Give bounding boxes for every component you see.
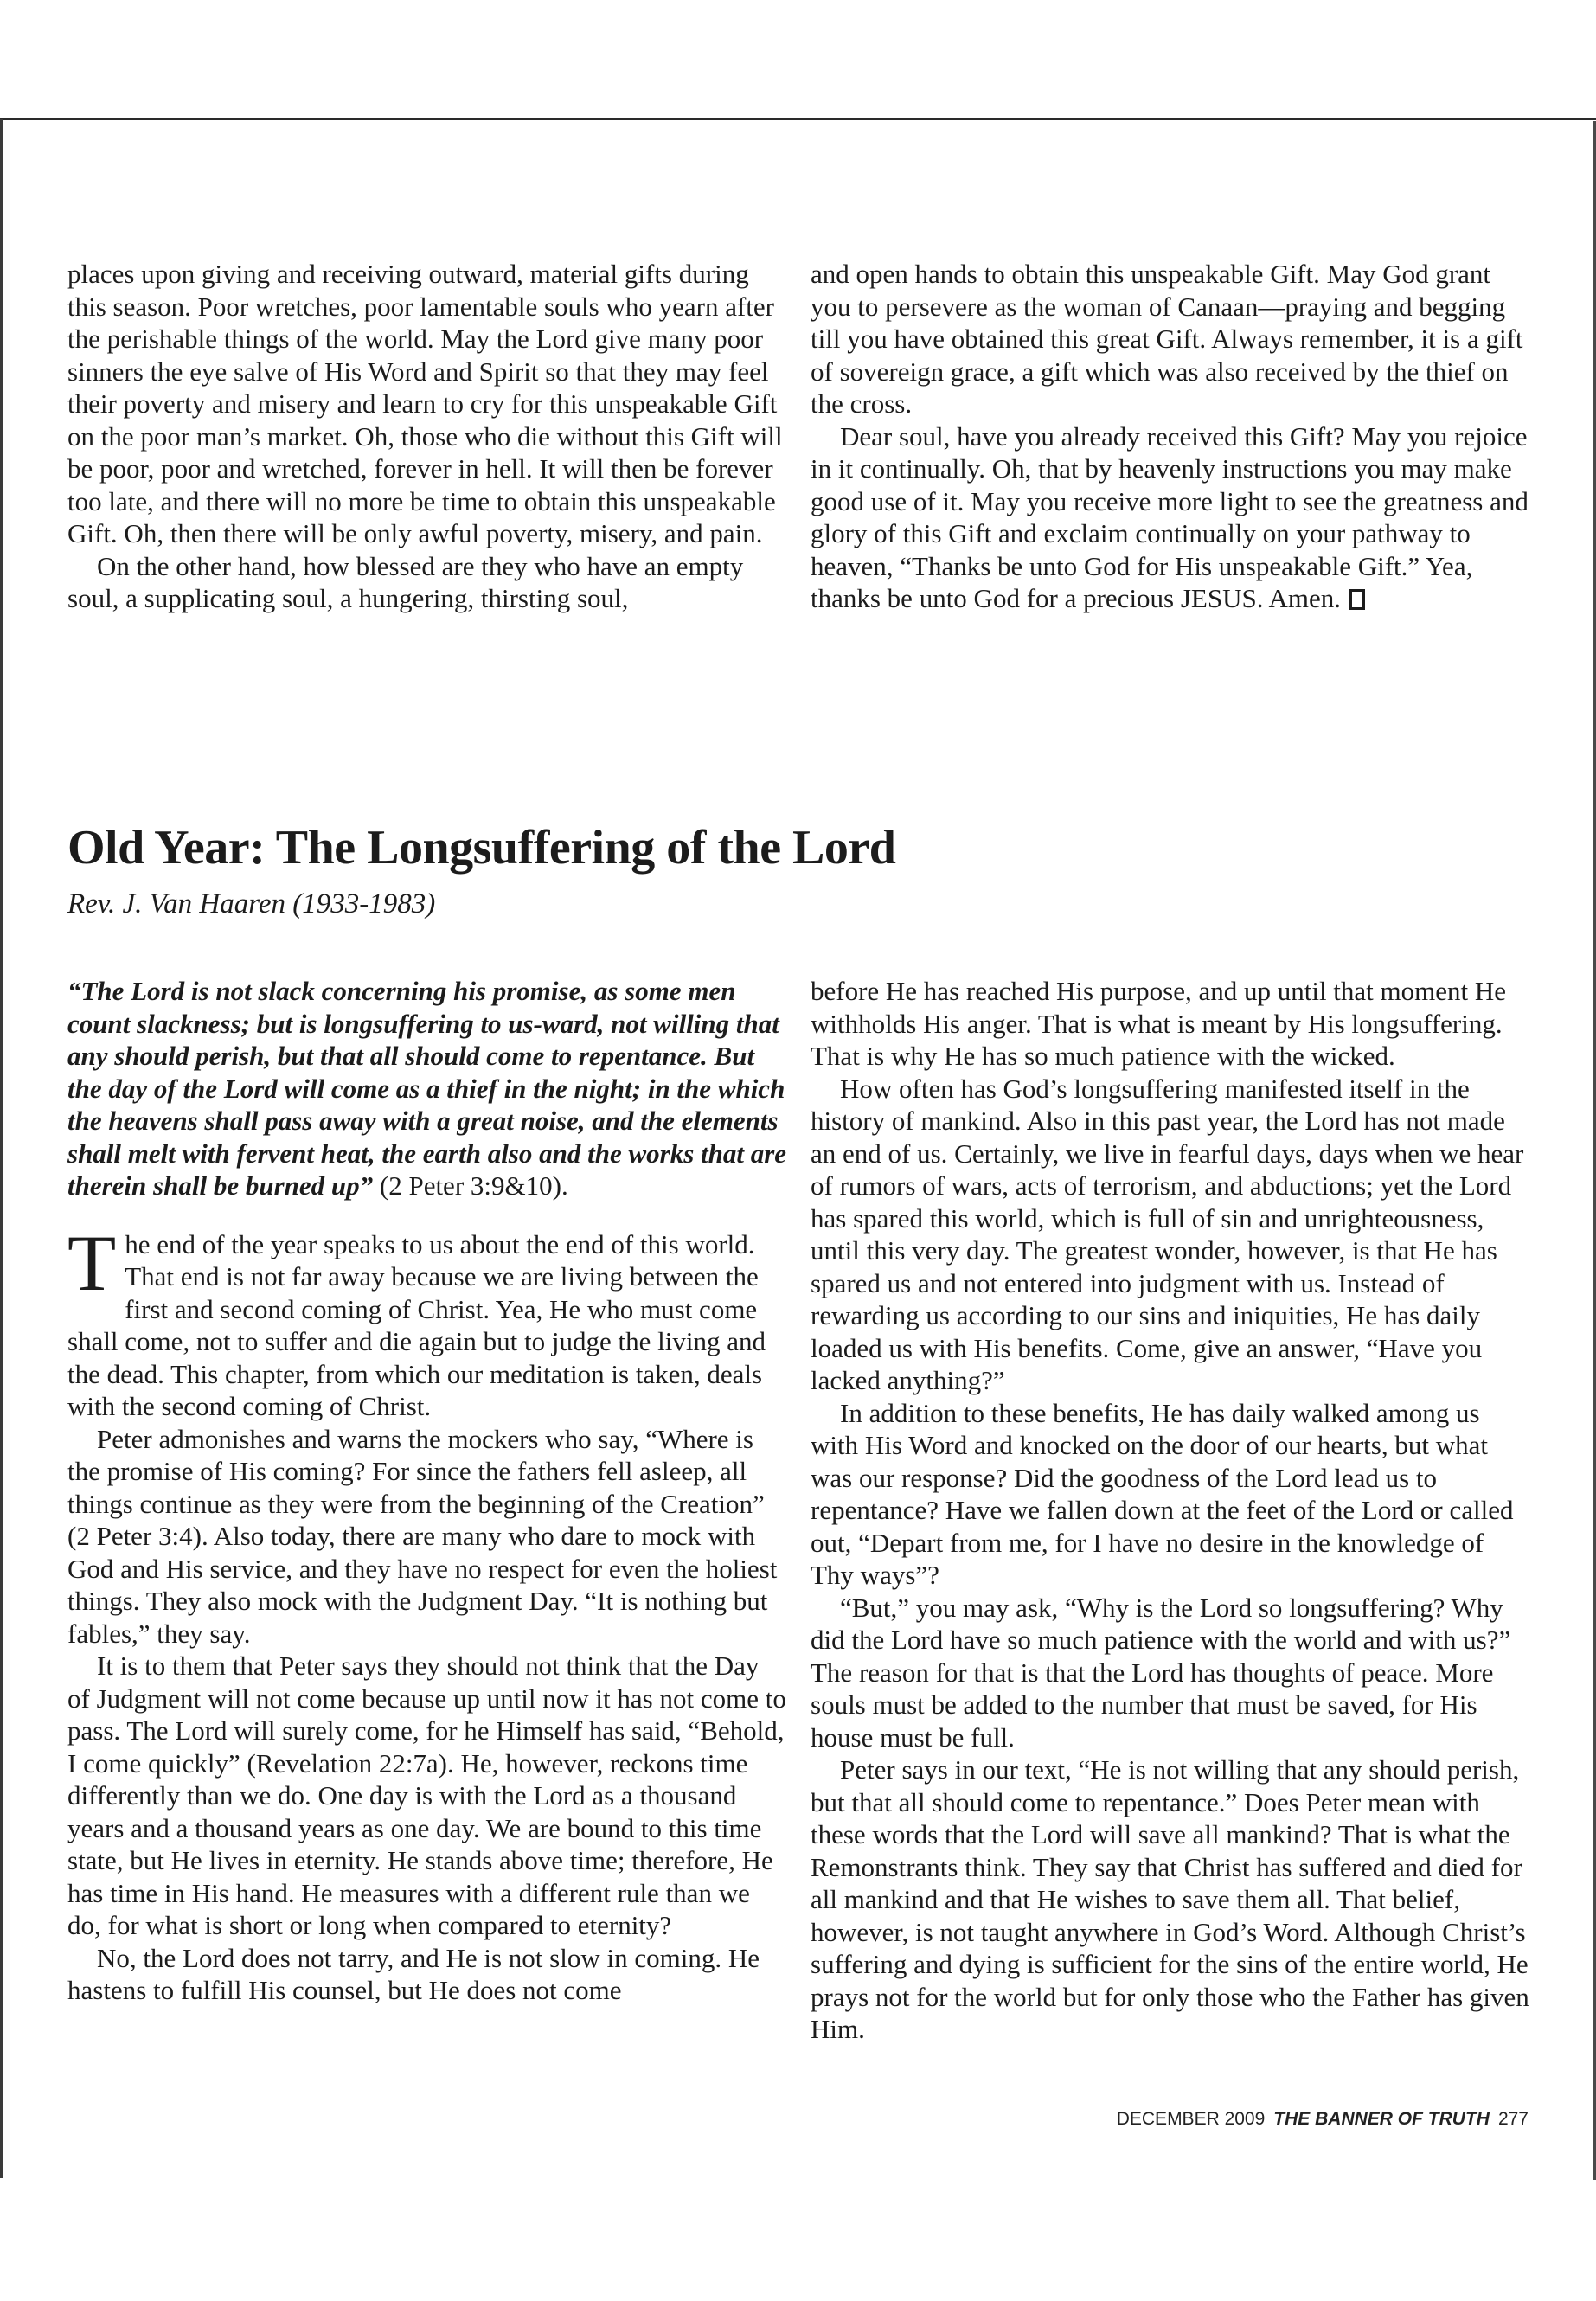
continued-paragraph: places upon giving and receiving outward, material gifts during this season. Poor wretches, poor lamentable souls who yearn after the perishable things of the world. May the Lord give many poor sinners the eye salve of His Word and Spirit so that they may feel their poverty and misery and learn to cry for this unspeakable Gift on the poor man’s market. Oh, those who die without this Gift will be poor, poor and wretched, forever in hell. It will then be forever too late, and there will no more be time to obtain this unspeakable Gift. Oh, then there will be only awful poverty, misery, and pain.: [67, 259, 783, 548]
article-title: Old Year: The Longsuffering of the Lord: [67, 821, 896, 875]
opening-paragraph-text: he end of the year speaks to us about the end of this world. That end is not far away because we are living between the first and second coming of Christ. Yea, He who must come shall come, not to suffer and die again but to judge the living and the dead. This chapter, from which our meditation is taken, deals with the second coming of Christ.: [67, 1228, 766, 1421]
article-byline: Rev. J. Van Haaren (1933-1983): [67, 888, 436, 920]
continued-left-column: [67, 258, 787, 615]
article-paragraph: Peter admonishes and warns the mockers who say, “Where is the promise of His coming? For since the fathers fell asleep, all things continue as they were from the beginning of the Creation” (2 Peter 3:4). Also today, there are many who dare to mock with God and His service, and they have no respect for even the holiest things. They also mock with the Judgment Day. “It is nothing but fables,” they say.: [67, 1423, 778, 1649]
top-rule: [0, 118, 1596, 120]
footer-publication: THE BANNER OF TRUTH: [1273, 2109, 1490, 2129]
article-paragraph: How often has God’s longsuffering manifested itself in the history of mankind. Also in this past year, the Lord has not made an end of us. Certainly, we live in fearful days, days when we hear of rumors of wars, acts of terrorism, and abductions; yet the Lord has spared this world, which is full of sin and unrighteousness, until this very day. The greatest wonder, however, is that He has spared us and not entered into judgment with us. Instead of rewarding us according to our sins and iniquities, He has daily loaded us with His benefits. Come, give an answer, “Have you lacked anything?”: [811, 1073, 1524, 1395]
footer-date: DECEMBER 2009: [1116, 2109, 1266, 2129]
continued-paragraph: On the other hand, how blessed are they who have an empty soul, a supplicating soul, a hungering, thirsting soul,: [67, 550, 744, 613]
end-mark-icon: [1349, 589, 1365, 610]
continued-paragraph: [811, 420, 1530, 615]
opening-paragraph: [67, 1218, 787, 1423]
scripture-quote: [67, 975, 787, 1202]
article-paragraph: “But,” you may ask, “Why is the Lord so longsuffering? Why did the Lord have so much patience with the world and with us?” The reason for that is that the Lord has thoughts of peace. More souls must be added to the number that must be saved, for His house must be full.: [811, 1592, 1511, 1753]
article-paragraph: It is to them that Peter says they should not think that the Day of Judgment will not come because up until now it has not come to pass. The Lord will surely come, for he Himself has said, “Behold, I come quickly” (Revelation 22:7a). He, however, reckons time differently than we do. One day is with the Lord as a thousand years and a thousand years as one day. We are bound to this time state, but He lives in eternity. He stands above time; therefore, He has time in His hand. He measures with a different rule than we do, for what is short or long when compared to eternity?: [67, 1650, 786, 1940]
article-left-column: [67, 975, 787, 2007]
left-page-edge: [0, 119, 3, 2178]
article-right-column: [811, 975, 1530, 2046]
continued-paragraph: and open hands to obtain this unspeakable Gift. May God grant you to persevere as the woman of Canaan—praying and begging till you have obtained this great Gift. Always remember, it is a gift of sovereign grace, a gift which was also received by the thief on the cross.: [811, 259, 1523, 419]
article-paragraph: before He has reached His purpose, and up until that moment He withholds His anger. That is what is meant by His longsuffering. That is why He has so much patience with the wicked.: [811, 976, 1507, 1071]
scripture-reference: (2 Peter 3:9&10).: [373, 1170, 568, 1201]
page-footer: [1117, 2109, 1529, 2130]
page-number: 277: [1497, 2109, 1529, 2129]
drop-cap: T: [67, 1218, 117, 1307]
article-paragraph: Peter says in our text, “He is not willing that any should perish, but that all should come to repentance.” Does Peter mean with these words that the Lord will save all mankind? That is what the Remonstrants think. They say that Christ has suffered and died for all mankind and that He wishes to save them all. That belief, however, is not taught anywhere in God’s Word. Although Christ’s suffering and dying is sufficient for the sins of the entire world, He prays not for the world but for only those who the Father has given Him.: [811, 1754, 1529, 2044]
closing-text: Dear soul, have you already received this Gift? May you rejoice in it continually. Oh, that by heavenly instructions you may make good use of it. May you receive more light to see the greatness and glory of this Gift and exclaim continually on your pathway to heaven, “Thanks be unto God for His unspeakable Gift.” Yea, thanks be unto God for a precious JESUS. Amen.: [811, 420, 1529, 613]
scripture-text: “The Lord is not slack concerning his promise, as some men count slackness; but is longsuffering to us-ward, not willing that any should perish, but that all should come to repentance. But the day of the Lord will come as a thief in the night; in the which the heavens shall pass away with a great noise, and the elements shall melt with fervent heat, the earth also and the works that are therein shall be burned up”: [67, 976, 787, 1201]
article-paragraph: No, the Lord does not tarry, and He is not slow in coming. He hastens to fulfill His counsel, but He does not come: [67, 1942, 760, 2005]
article-paragraph: In addition to these benefits, He has daily walked among us with His Word and knocked on the door of our hearts, but what was our response? Did the goodness of the Lord lead us to repentance? Have we fallen down at the feet of the Lord or called out, “Depart from me, for I have no desire in the knowledge of Thy ways”?: [811, 1397, 1514, 1590]
continued-right-column: [811, 258, 1530, 615]
